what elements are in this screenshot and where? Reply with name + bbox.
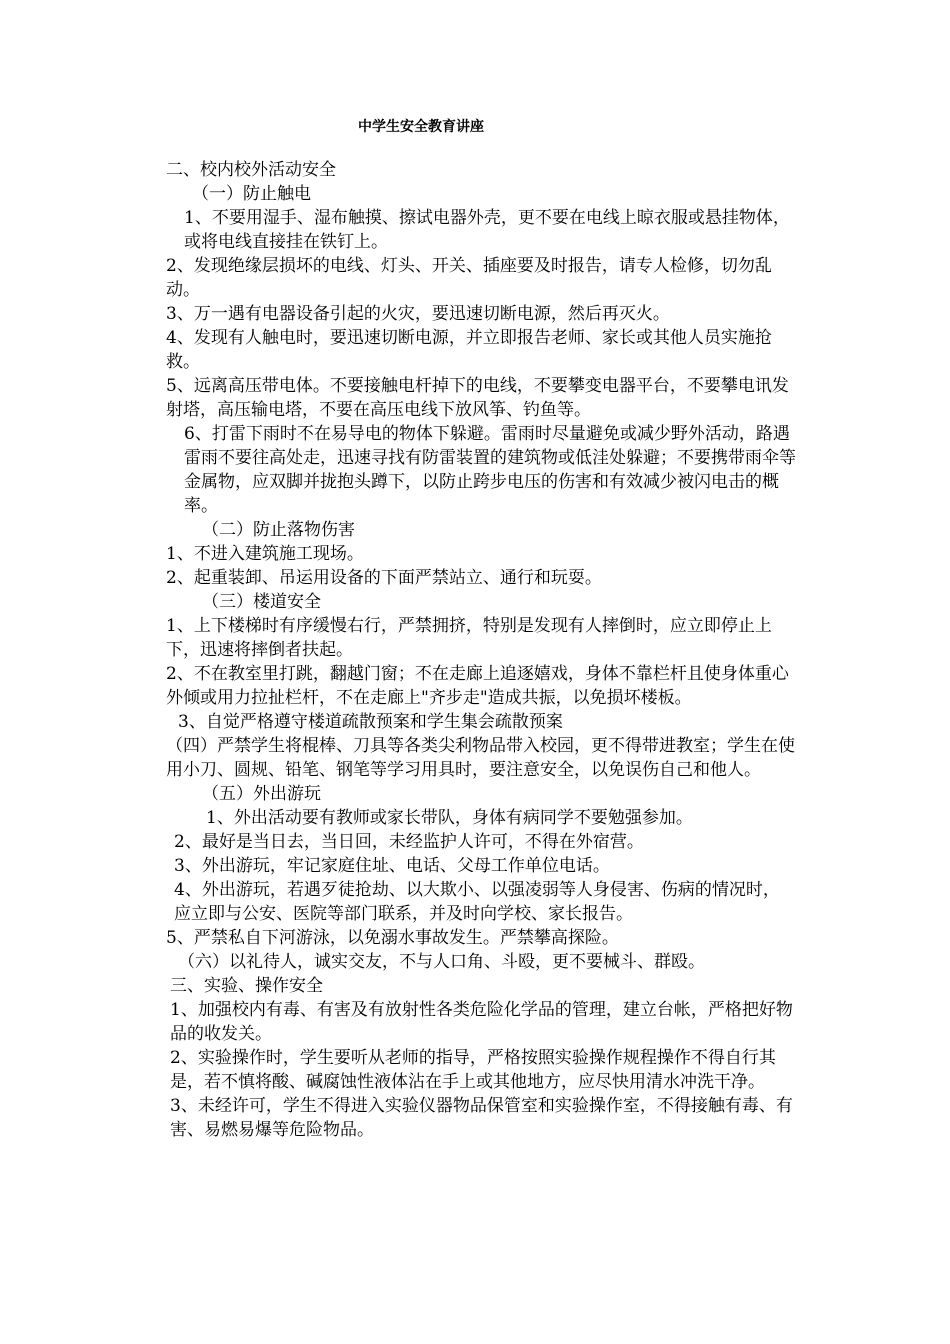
paragraph: 5、严禁私自下河游泳，以免溺水事故发生。严禁攀高探险。 (166, 928, 619, 948)
paragraph: 3、未经许可，学生不得进入实验仪器物品保管室和实验操作室，不得接触有毒、有害、易燃易爆等危险物品。 (170, 1096, 793, 1140)
paragraph: 1、不要用湿手、湿布触摸、擦试电器外壳，更不要在电线上晾衣服或悬挂物体，或将电线直接挂在铁钉上。 (184, 208, 790, 252)
paragraph: 1、外出活动要有教师或家长带队，身体有病同学不要勉强参加。 (206, 808, 693, 828)
paragraph: 4、发现有人触电时，要迅速切断电源，并立即报告老师、家长或其他人员实施抢救。 (166, 328, 772, 372)
subsection-heading: （一）防止触电 (192, 184, 311, 204)
paragraph: 2、发现绝缘层损坏的电线、灯头、开关、插座要及时报告，请专人检修，切勿乱动。 (166, 256, 772, 300)
paragraph: 3、万一遇有电器设备引起的火灾，要迅速切断电源，然后再灭火。 (166, 304, 670, 324)
paragraph: 3、外出游玩，牢记家庭住址、电话、父母工作单位电话。 (174, 856, 610, 876)
paragraph: 2、起重装卸、吊运用设备的下面严禁站立、通行和玩耍。 (166, 568, 602, 588)
paragraph: （四）严禁学生将棍棒、刀具等各类尖利物品带入校园，更不得带进教室；学生在使用小刀、圆规、铅笔、钢笔等学习用具时，要注意安全，以免误伤自己和他人。 (166, 736, 795, 780)
paragraph: 2、实验操作时，学生要听从老师的指导，严格按照实验操作规程操作不得自行其是，若不慎将酸、碱腐蚀性液体沾在手上或其他地方，应尽快用清水冲洗干净。 (170, 1048, 776, 1092)
section-heading: 三、实验、操作安全 (170, 976, 323, 996)
document-body (166, 158, 796, 1142)
subsection-heading: （三）楼道安全 (202, 592, 321, 612)
subsection-heading: （二）防止落物伤害 (202, 520, 355, 540)
section-heading: 二、校内校外活动安全 (166, 160, 336, 180)
paragraph: 1、上下楼梯时有序缓慢右行，严禁拥挤，特别是发现有人摔倒时，应立即停止上下，迅速将摔倒者扶起。 (166, 616, 772, 660)
paragraph: 3、自觉严格遵守楼道疏散预案和学生集会疏散预案 (178, 712, 563, 732)
subsection-heading: （五）外出游玩 (202, 784, 321, 804)
paragraph: 1、加强校内有毒、有害及有放射性各类危险化学品的管理，建立台帐，严格把好物品的收发关。 (170, 1000, 793, 1044)
paragraph: 6、打雷下雨时不在易导电的物体下躲避。雷雨时尽量避免或减少野外活动，路遇雷雨不要往高处走，迅速寻找有防雷装置的建筑物或低洼处躲避；不要携带雨伞等金属物，应双脚并拢抱头蹲下，以防止跨步电压的伤害和有效减少被闪电击的概率。 (184, 424, 796, 516)
paragraph: 4、外出游玩，若遇歹徒抢劫、以大欺小、以强凌弱等人身侵害、伤病的情况时，应立即与公安、医院等部门联系，并及时向学校、家长报告。 (174, 880, 780, 924)
page-title: 中学生安全教育讲座 (358, 119, 484, 135)
paragraph: 1、不进入建筑施工现场。 (166, 544, 364, 564)
paragraph: 5、远离高压带电体。不要接触电杆掉下的电线，不要攀变电器平台，不要攀电讯发射塔，高压输电塔，不要在高压电线下放风筝、钓鱼等。 (166, 376, 789, 420)
paragraph: 2、最好是当日去，当日回，未经监护人许可，不得在外宿营。 (174, 832, 644, 852)
paragraph: （六）以礼待人，诚实交友，不与人口角、斗殴，更不要械斗、群殴。 (178, 952, 705, 972)
paragraph: 2、不在教室里打跳，翻越门窗；不在走廊上追逐嬉戏，身体不靠栏杆且使身体重心外倾或用力拉扯栏杆，不在走廊上"齐步走"造成共振，以免损坏楼板。 (166, 664, 789, 708)
